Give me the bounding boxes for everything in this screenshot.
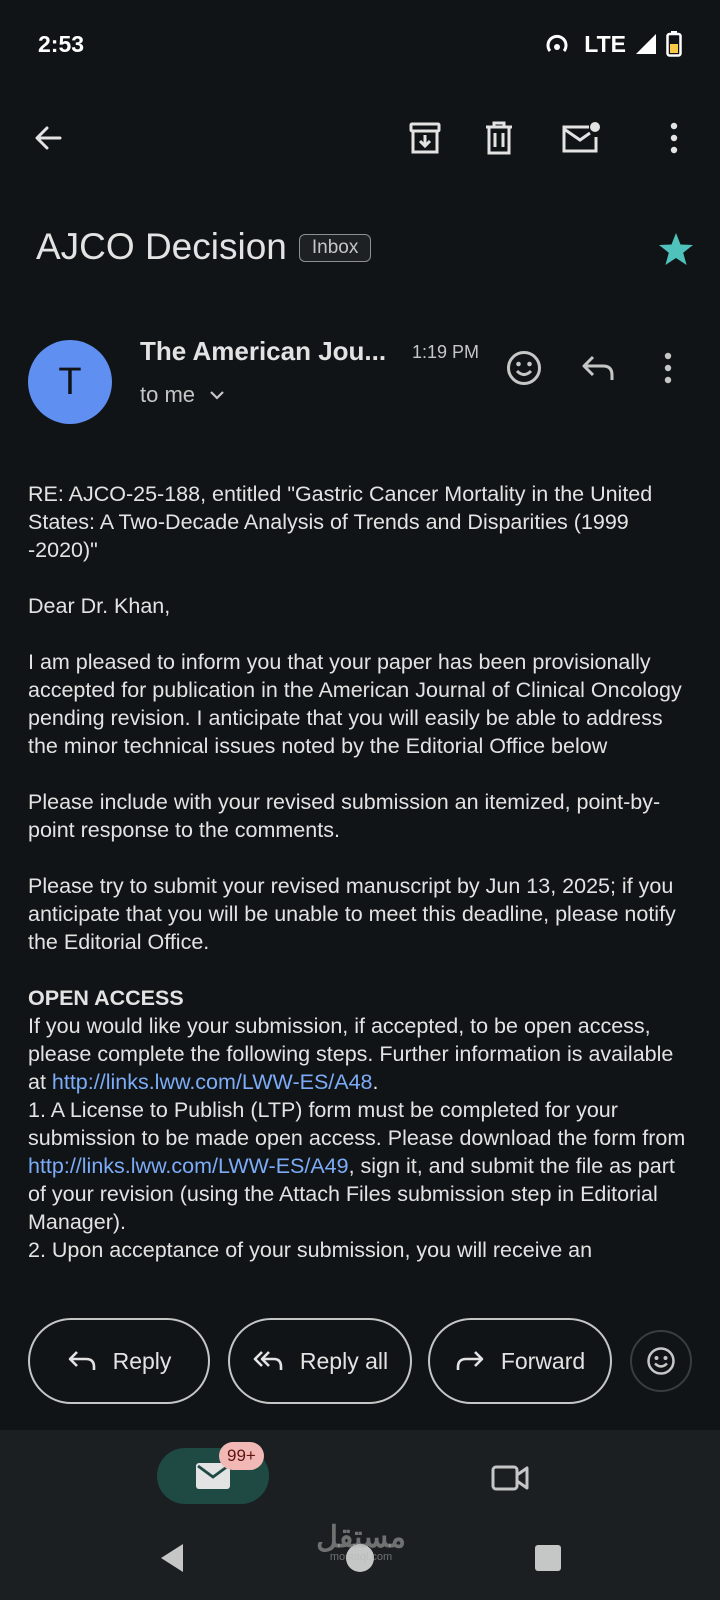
email-subject: AJCO Decision (36, 226, 287, 267)
watermark-arabic: مستقل (316, 1521, 406, 1554)
watermark (316, 1520, 406, 1563)
signal-icon (634, 32, 658, 56)
star-button[interactable] (658, 232, 694, 271)
oa-step-1-text: 1. A License to Publish (LTP) form must be completed for your submission to be made open access. Please download the form from (28, 1098, 686, 1150)
sender-name[interactable]: The American Jou... (140, 336, 387, 366)
mark-unread-icon (561, 121, 601, 155)
unread-count-badge: 99+ (219, 1442, 264, 1470)
more-vert-icon (663, 352, 673, 384)
add-reaction-button[interactable] (496, 340, 552, 396)
email-body (28, 480, 696, 1290)
back-button[interactable] (20, 110, 76, 166)
forward-pill-button[interactable] (428, 1318, 612, 1404)
email-time: 1:19 PM (412, 342, 480, 362)
system-back-button[interactable] (144, 1530, 200, 1586)
reply-icon (581, 354, 615, 382)
status-time: 2:53 (38, 30, 85, 57)
paragraph-acceptance: I am pleased to inform you that your paper has been provisionally accepted for publication in the American Journal of Clinical Oncology pending revision. I anticipate that you will easily be able to address the minor technical issues noted by the Editorial Office below (28, 650, 682, 758)
oa-text: If you would like your submission, if accepted, to be open access, please complete the following steps. Further information is available at (28, 1014, 674, 1094)
paragraph-deadline: Please try to submit your revised manuscript by Jun 13, 2025; if you anticipate that you will be unable to meet this deadline, please notify the Editorial Office. (28, 874, 676, 954)
archive-button[interactable] (397, 110, 453, 166)
forward-label: Forward (500, 1347, 586, 1374)
meet-tab[interactable] (482, 1454, 538, 1502)
video-camera-icon (491, 1464, 529, 1492)
recipient-details-toggle[interactable] (140, 382, 225, 408)
sender-row (0, 328, 720, 428)
delete-icon (483, 121, 515, 155)
emoji-icon (506, 350, 542, 386)
top-app-bar (0, 110, 720, 180)
chevron-down-icon (209, 390, 225, 400)
triangle-back-icon (157, 1542, 187, 1574)
reply-pill-button[interactable] (28, 1318, 210, 1404)
status-icons (544, 31, 682, 58)
system-recents-button[interactable] (520, 1530, 576, 1586)
ltp-form-link[interactable]: http://links.lww.com/LWW-ES/A49 (28, 1154, 349, 1178)
reply-button[interactable] (570, 340, 626, 396)
oa-text-end: . (372, 1070, 379, 1094)
emoji-icon (646, 1346, 676, 1376)
reply-all-pill-button[interactable] (228, 1318, 412, 1404)
recipient-label: to me (140, 382, 196, 407)
back-arrow-icon (32, 122, 64, 154)
status-bar (0, 0, 720, 88)
forward-icon (455, 1349, 485, 1373)
oa-step-2: 2. Upon acceptance of your submission, you will receive an (28, 1238, 593, 1262)
hotspot-icon (544, 32, 570, 56)
reply-actions (0, 1318, 720, 1404)
archive-icon (408, 121, 442, 155)
reference-line: RE: AJCO-25-188, entitled "Gastric Cancer Mortality in the United States: A Two-Decade Analysis of Trends and Disparities (1999 -2020)" (28, 482, 653, 562)
greeting: Dear Dr. Khan, (28, 594, 171, 618)
inbox-label-chip[interactable]: Inbox (299, 234, 371, 262)
oa-step-1 (28, 1096, 696, 1236)
open-access-heading: OPEN ACCESS (28, 986, 184, 1010)
subject-row (36, 212, 696, 282)
mark-unread-button[interactable] (553, 110, 609, 166)
delete-button[interactable] (471, 110, 527, 166)
message-more-button[interactable] (640, 340, 696, 396)
paragraph-response: Please include with your revised submission an itemized, point-by-point response to the comments. (28, 790, 661, 842)
watermark-latin: mostaql.com (329, 1551, 393, 1563)
avatar[interactable]: T (28, 340, 112, 424)
more-vert-icon (669, 122, 679, 154)
square-recents-icon (534, 1544, 562, 1572)
star-icon (658, 232, 694, 266)
open-access-paragraph (28, 1012, 696, 1096)
network-type: LTE (584, 30, 626, 57)
oa-step-1-text-end: , sign it, and submit the file as part of your revision (using the Attach Files submission step in Editorial Manager). (28, 1154, 675, 1234)
oa-info-link[interactable]: http://links.lww.com/LWW-ES/A48 (51, 1070, 373, 1094)
react-button[interactable] (630, 1330, 692, 1392)
more-options-button[interactable] (646, 110, 702, 166)
reply-all-label: Reply all (299, 1347, 389, 1374)
reply-all-icon (252, 1349, 284, 1373)
battery-icon (666, 31, 682, 57)
reply-icon (67, 1349, 97, 1373)
reply-label: Reply (112, 1347, 172, 1374)
